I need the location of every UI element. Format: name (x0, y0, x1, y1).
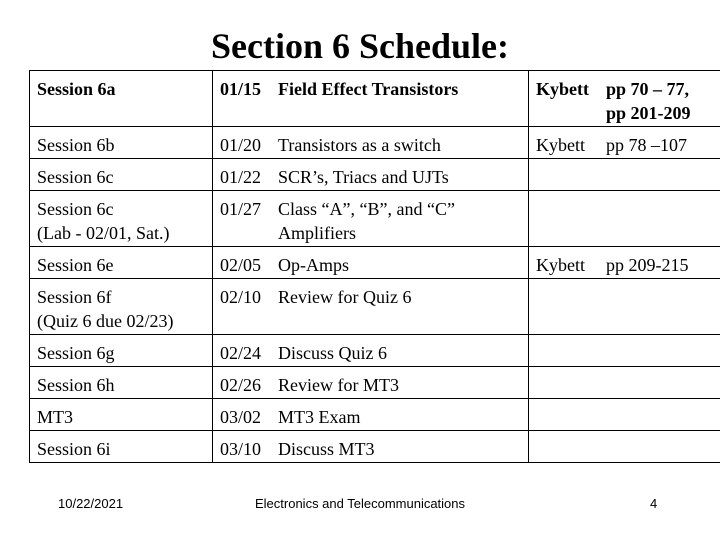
topic-line: Op-Amps (278, 255, 349, 275)
reference-cell (529, 191, 720, 247)
reference-cell (529, 431, 720, 463)
slide-title: Section 6 Schedule: (210, 26, 509, 66)
topic-cell (213, 431, 529, 463)
schedule-table (29, 70, 720, 463)
topic-text (278, 373, 399, 397)
topic-cell (213, 279, 529, 335)
session-label: Session 6f (37, 287, 112, 307)
session-cell (30, 247, 213, 279)
topic-line: Discuss MT3 (278, 439, 375, 459)
topic-text (278, 437, 375, 461)
footer-center-text: Electronics and Telecommunications (254, 496, 466, 511)
session-cell (30, 127, 213, 159)
schedule-body (30, 71, 720, 463)
schedule-row (30, 399, 720, 431)
schedule-row (30, 191, 720, 247)
footer-date: 10/22/2021 (58, 496, 124, 511)
session-label: (Lab - 02/01, Sat.) (37, 223, 170, 243)
session-label: Session 6c (37, 167, 114, 187)
topic-cell (213, 191, 529, 247)
reference-page-line: pp 201-209 (606, 103, 691, 123)
reference-cell (529, 399, 720, 431)
session-cell (30, 335, 213, 367)
session-date: 01/20 (220, 135, 262, 155)
footer-page-number: 4 (650, 496, 658, 511)
topic-text (278, 253, 349, 277)
schedule-row (30, 335, 720, 367)
session-date: 03/10 (220, 439, 262, 459)
session-cell (30, 367, 213, 399)
schedule-row (30, 127, 720, 159)
schedule-row (30, 279, 720, 335)
reference-cell (529, 71, 720, 127)
session-date: 01/27 (220, 199, 262, 219)
topic-text (278, 77, 458, 101)
topic-cell (213, 335, 529, 367)
session-date: 02/24 (220, 343, 262, 363)
reference-pages (606, 133, 687, 157)
topic-line: Review for MT3 (278, 375, 399, 395)
schedule-row (30, 431, 720, 463)
session-label: Session 6i (37, 439, 111, 459)
session-cell (30, 159, 213, 191)
topic-line: Review for Quiz 6 (278, 287, 412, 307)
reference-source: Kybett (536, 79, 589, 99)
session-date: 01/22 (220, 167, 262, 187)
session-cell (30, 71, 213, 127)
session-date: 03/02 (220, 407, 262, 427)
reference-page-line: pp 78 –107 (606, 135, 687, 155)
session-date: 01/15 (220, 79, 262, 99)
topic-text (278, 341, 387, 365)
session-date: 02/05 (220, 255, 262, 275)
reference-source: Kybett (536, 135, 585, 155)
topic-line: Amplifiers (278, 223, 356, 243)
reference-cell (529, 247, 720, 279)
schedule-row (30, 247, 720, 279)
topic-text (278, 405, 361, 429)
topic-line: Class “A”, “B”, and “C” (278, 199, 455, 219)
reference-pages (606, 253, 689, 277)
session-date: 02/26 (220, 375, 262, 395)
topic-cell (213, 127, 529, 159)
reference-cell (529, 127, 720, 159)
session-label: Session 6g (37, 343, 115, 363)
session-cell (30, 191, 213, 247)
session-label: Session 6c (37, 199, 114, 219)
topic-text (278, 197, 455, 245)
reference-cell (529, 159, 720, 191)
schedule-row (30, 71, 720, 127)
session-label: (Quiz 6 due 02/23) (37, 311, 174, 331)
topic-line: Field Effect Transistors (278, 79, 459, 99)
session-label: Session 6e (37, 255, 114, 275)
topic-text (278, 165, 449, 189)
reference-cell (529, 367, 720, 399)
session-label: Session 6b (37, 135, 115, 155)
session-cell (30, 279, 213, 335)
topic-cell (213, 399, 529, 431)
topic-cell (213, 159, 529, 191)
reference-cell (529, 335, 720, 367)
session-label: MT3 (37, 407, 73, 427)
topic-text (278, 285, 411, 309)
topic-line: SCR’s, Triacs and UJTs (278, 167, 449, 187)
session-cell (30, 399, 213, 431)
topic-cell (213, 367, 529, 399)
reference-cell (529, 279, 720, 335)
reference-source: Kybett (536, 255, 585, 275)
reference-page-line: pp 70 – 77, (606, 79, 690, 99)
schedule-row (30, 159, 720, 191)
session-label: Session 6a (37, 79, 116, 99)
reference-page-line: pp 209-215 (606, 255, 689, 275)
schedule-row (30, 367, 720, 399)
topic-cell (213, 71, 529, 127)
topic-text (278, 133, 441, 157)
topic-line: MT3 Exam (278, 407, 361, 427)
topic-line: Discuss Quiz 6 (278, 343, 387, 363)
session-cell (30, 431, 213, 463)
topic-line: Transistors as a switch (278, 135, 441, 155)
session-date: 02/10 (220, 287, 262, 307)
reference-pages (606, 77, 691, 125)
session-label: Session 6h (37, 375, 115, 395)
topic-cell (213, 247, 529, 279)
